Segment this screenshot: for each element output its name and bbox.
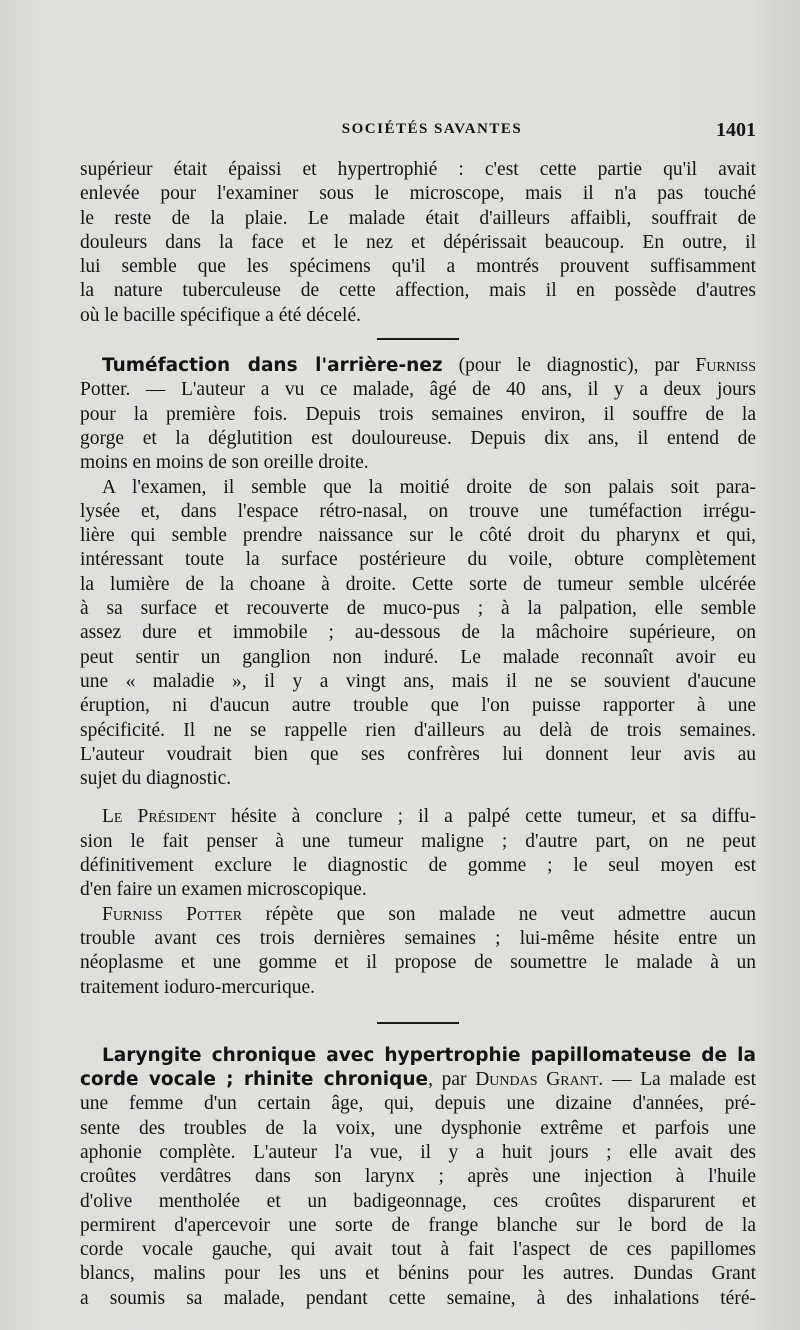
line-text: répète que son malade ne veut admettre aucun — [242, 903, 757, 925]
text-line: douleurs dans la face et le nez et dépérissait beaucoup. En outre, il — [80, 231, 756, 253]
text-line: sion le fait penser à une tumeur maligne ; d'autre part, on ne peut — [80, 830, 756, 852]
author-name: Dundas Grant — [475, 1069, 599, 1091]
text-line: blancs, malins pour les uns et bénins pour les autres. Dundas Grant — [80, 1263, 756, 1285]
text-line: lysée et, dans l'espace rétro-nasal, on trouve une tuméfaction irrégu- — [80, 500, 756, 522]
text-line: à sa surface et recouverte de muco-pus ; à la palpation, elle semble — [80, 598, 756, 620]
potter-line — [80, 903, 756, 927]
text-line: A l'examen, il semble que la moitié droite de son palais soit para- — [102, 476, 756, 498]
text-line: enlevée pour l'examiner sous le microscope, mais il n'a pas touché — [80, 183, 756, 205]
speaker-name: Furniss Potter — [102, 903, 243, 925]
heading-text: (pour le diagnostic), par — [442, 355, 696, 377]
section-heading-line — [80, 1044, 756, 1068]
text-line: la lumière de la choane à droite. Cette sorte de tumeur semble ulcérée — [80, 573, 756, 595]
text-line: éruption, ni d'aucun autre trouble que l'on puisse rapporter à une — [80, 695, 756, 717]
text-line: traitement ioduro-mercurique. — [80, 976, 315, 998]
section-laryngite — [80, 1044, 756, 1311]
heading-text: . — La malade est — [598, 1069, 757, 1091]
text-line: peut sentir un ganglion non induré. Le malade reconnaît avoir eu — [80, 646, 756, 668]
text-line: le reste de la plaie. Le malade était d'ailleurs affaibli, souffrait de — [80, 207, 756, 229]
text-line: corde vocale gauche, qui avait tout à fait l'aspect de ces papillomes — [80, 1239, 756, 1261]
paragraph-gap — [80, 791, 756, 805]
section-heading-line — [80, 354, 756, 378]
text-line: supérieur était épaissi et hypertrophié : c'est cette partie qu'il avait — [80, 159, 756, 180]
president-line — [80, 805, 756, 829]
page-number: 1401 — [716, 119, 756, 141]
text-line: aphonie complète. L'auteur l'a vue, il y a huit jours ; elle avait des — [80, 1141, 756, 1163]
author-name: Furniss — [695, 355, 756, 377]
text-line: une femme d'un certain âge, qui, depuis une dizaine d'années, pré- — [80, 1093, 756, 1115]
text-line: spécificité. Il ne se rappelle rien d'ailleurs au delà de trois semaines. — [80, 719, 756, 741]
text-line: a soumis sa malade, pendant cette semaine, à des inhalations téré- — [80, 1287, 756, 1309]
text-line: trouble avant ces trois dernières semaines ; lui-même hésite entre un — [80, 927, 756, 949]
section-divider — [377, 1022, 459, 1024]
text-line: sujet du diagnostic. — [80, 768, 232, 790]
paragraph-intro — [80, 158, 756, 328]
text-line: d'en faire un examen microscopique. — [80, 879, 367, 901]
text-line: permirent d'apercevoir une sorte de frange blanche sur le bord de la — [80, 1214, 756, 1236]
line-text: hésite à conclure ; il a palpé cette tumeur, et sa diffu- — [216, 806, 756, 828]
text-line: moins en moins de son oreille droite. — [80, 452, 369, 474]
page-header — [108, 121, 756, 147]
text-line: définitivement exclure le diagnostic de gomme ; le seul moyen est — [80, 855, 756, 877]
text-line: L'auteur voudrait bien que ses confrères lui donnent leur avis au — [80, 743, 756, 765]
text-line: intéressant toute la surface postérieure du voile, obture complètement — [80, 549, 756, 571]
text-line: pour la première fois. Depuis trois semaines environ, il souffre de la — [80, 403, 756, 425]
text-line: Potter. — L'auteur a vu ce malade, âgé de 40 ans, il y a deux jours — [80, 379, 756, 401]
page-body — [80, 158, 756, 1311]
section-title-cont: corde vocale ; rhinite chronique — [80, 1069, 429, 1091]
text-line: sente des troubles de la voix, une dysphonie extrême et parfois une — [80, 1117, 756, 1139]
text-line: gorge et la déglutition est douloureuse. Depuis dix ans, il entend de — [80, 427, 756, 449]
section-heading-line — [80, 1068, 756, 1092]
text-line: où le bacille spécifique a été décelé. — [80, 304, 361, 326]
text-line: lière qui semble prendre naissance sur le côté droit du pharynx et qui, — [80, 525, 756, 547]
section-tumefaction — [80, 354, 756, 1000]
running-head: SOCIÉTÉS SAVANTES — [341, 121, 523, 137]
text-line: une « maladie », il y a vingt ans, mais il ne se souvient d'aucune — [80, 670, 756, 692]
speaker-name: Le Président — [102, 806, 217, 828]
text-line: néoplasme et une gomme et il propose de soumettre le malade à un — [80, 952, 756, 974]
section-title: Tuméfaction dans l'arrière-nez — [102, 355, 443, 377]
text-line: d'olive mentholée et un badigeonnage, ces croûtes disparurent et — [80, 1190, 756, 1212]
section-divider — [377, 338, 459, 340]
heading-text: , par — [428, 1069, 476, 1091]
text-line: la nature tuberculeuse de cette affection, mais il en possède d'autres — [80, 280, 756, 302]
text-line: croûtes verdâtres dans son larynx ; après une injection à l'huile — [80, 1166, 756, 1188]
text-line: lui semble que les spécimens qu'il a montrés prouvent suffisamment — [80, 256, 756, 278]
section-title: Laryngite chronique avec hypertrophie papillomateuse de la — [102, 1044, 756, 1066]
text-line: assez dure et immobile ; au-dessous de la mâchoire supérieure, on — [80, 622, 756, 644]
